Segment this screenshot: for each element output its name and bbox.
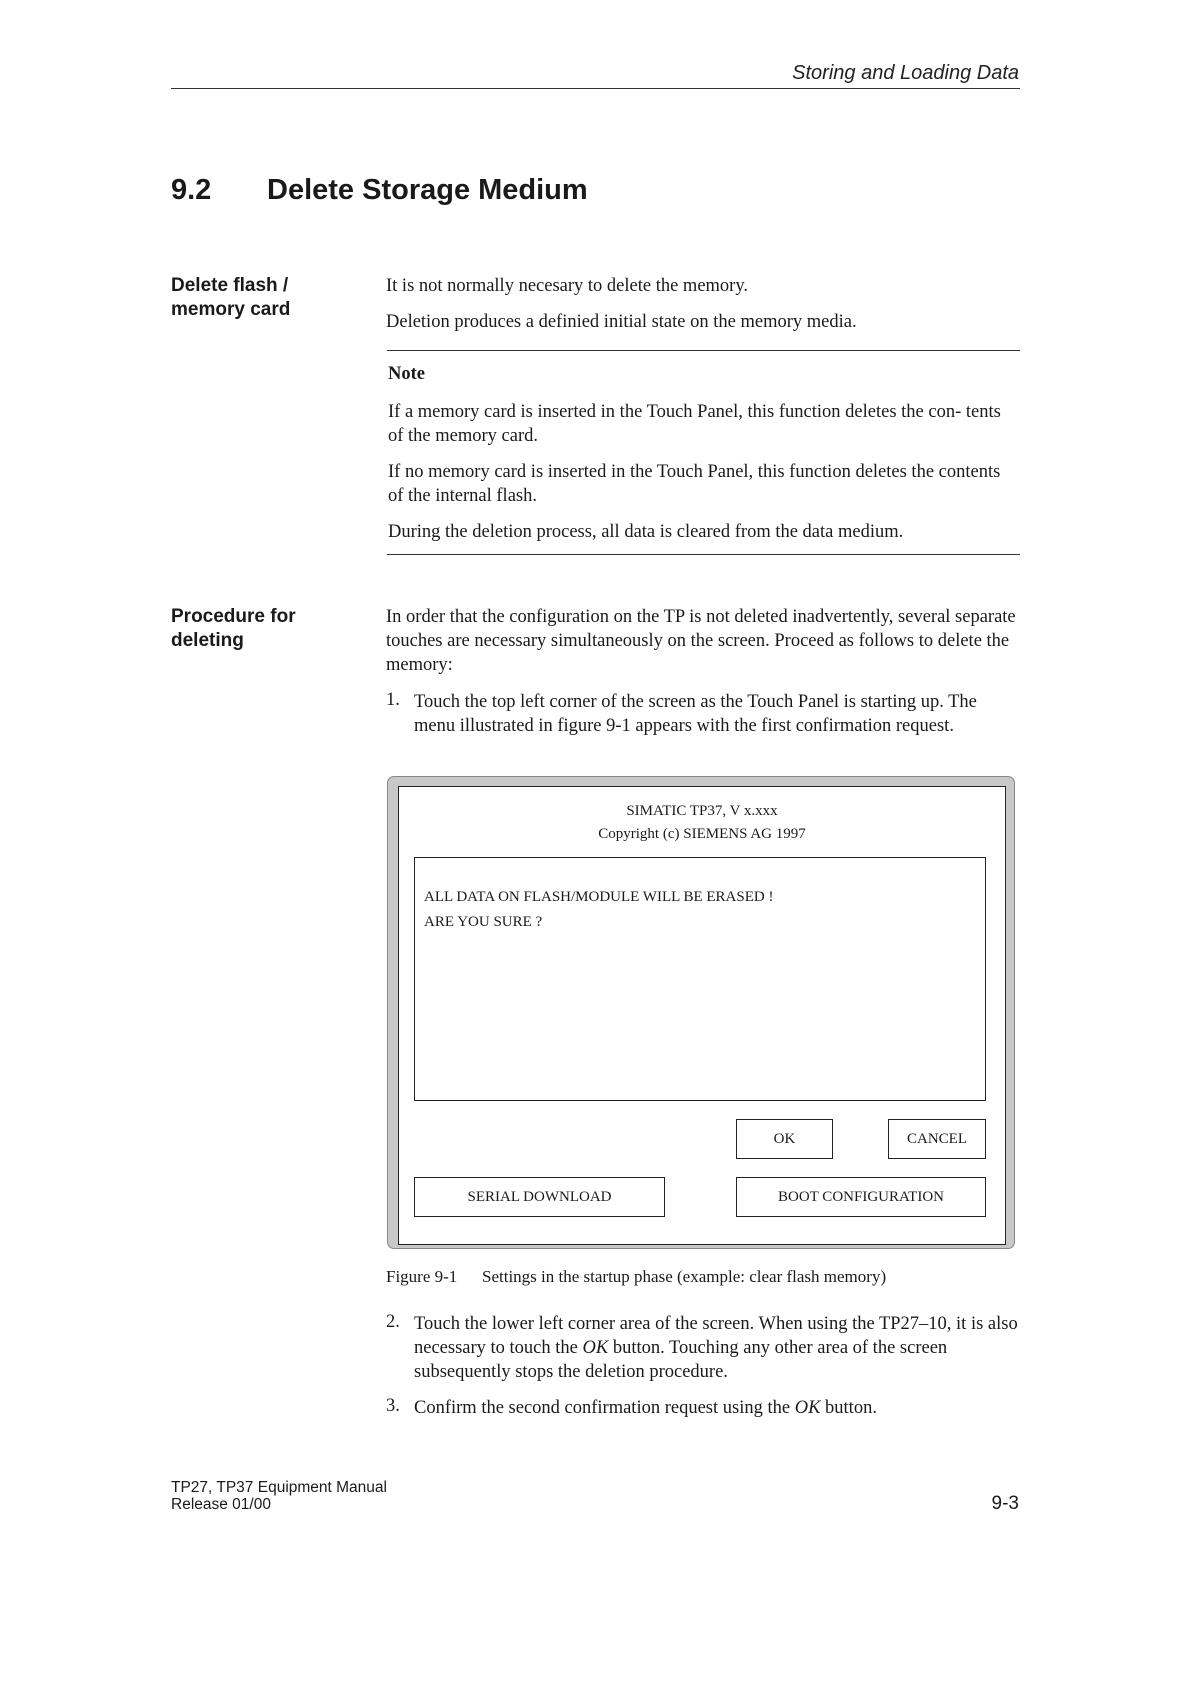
section-number: 9.2	[171, 174, 212, 206]
step-text: Touch the lower left corner area of the screen. When using the TP27–10, it is also necessary to touch the OK button. Touching any other area of the screen subsequently stops the deletion procedure.	[414, 1314, 1018, 1382]
step-text: Confirm the second confirmation request using the OK button.	[414, 1398, 877, 1418]
figure-caption-text: Settings in the startup phase (example: clear flash memory)	[482, 1267, 887, 1286]
note-paragraph: During the deletion process, all data is cleared from the data medium.	[388, 522, 904, 542]
running-header: Storing and Loading Data	[792, 62, 1019, 84]
side-heading-delete-flash: Delete flash / memory card	[171, 275, 291, 320]
footer-manual-info: TP27, TP37 Equipment Manual Release 01/00	[171, 1479, 387, 1513]
paragraph: It is not normally necesary to delete the memory.	[386, 276, 749, 296]
screen-title: SIMATIC TP37, V x.xxx	[626, 803, 778, 819]
section-title: Delete Storage Medium	[267, 174, 588, 206]
boot-configuration-button[interactable]: BOOT CONFIGURATION	[736, 1177, 986, 1217]
paragraph: Deletion produces a definied initial state on the memory media.	[386, 312, 857, 332]
figure-caption-number: Figure 9-1	[386, 1267, 458, 1286]
step-number: 2.	[386, 1312, 400, 1332]
message-line: ARE YOU SURE ?	[424, 914, 543, 930]
header-rule	[171, 88, 1020, 89]
paragraph: In order that the configuration on the TP is not deleted inadvertently, several separate touches are necessary simultaneously on the screen. Proceed as follows to delete the memory:	[386, 607, 1016, 675]
ok-button[interactable]: OK	[736, 1119, 833, 1159]
serial-download-button[interactable]: SERIAL DOWNLOAD	[414, 1177, 665, 1217]
screen-copyright: Copyright (c) SIEMENS AG 1997	[598, 826, 806, 842]
note-paragraph: If no memory card is inserted in the Touch Panel, this function deletes the contents of the internal flash.	[388, 462, 1001, 506]
note-bottom-rule	[387, 554, 1020, 555]
side-heading-procedure: Procedure for deleting	[171, 606, 296, 651]
step-number: 1.	[386, 690, 400, 710]
note-top-rule	[387, 350, 1020, 351]
page-number: 9-3	[991, 1493, 1019, 1514]
step-number: 3.	[386, 1396, 400, 1416]
message-line: ALL DATA ON FLASH/MODULE WILL BE ERASED !	[424, 889, 774, 905]
step-text: Touch the top left corner of the screen as the Touch Panel is starting up. The menu illustrated in figure 9-1 appears with the first confirmation request.	[414, 692, 977, 736]
note-heading: Note	[388, 364, 425, 384]
note-paragraph: If a memory card is inserted in the Touch Panel, this function deletes the con- tents of the memory card.	[388, 402, 1001, 446]
cancel-button[interactable]: CANCEL	[888, 1119, 986, 1159]
